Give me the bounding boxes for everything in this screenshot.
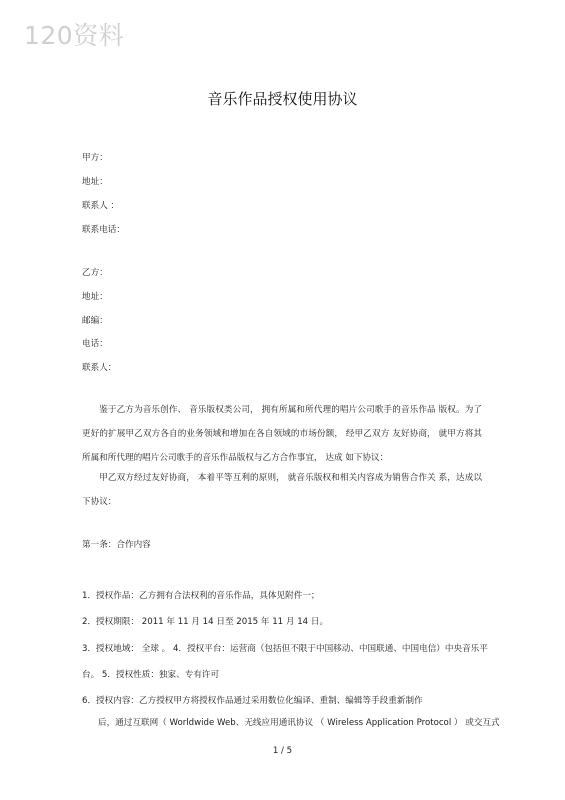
party-b-address: 地址：	[82, 292, 108, 302]
party-b-postcode: 邮编：	[82, 316, 108, 326]
party-b-contact: 联系人：	[82, 363, 117, 373]
clause-6: 6．授权内容：乙方授权甲方将授权作品通过采用数位化编译、重制、编辑等手段重新制作	[82, 696, 423, 706]
document-title: 音乐作品授权使用协议	[207, 90, 358, 108]
clause-2: 2．授权期限： 2011 年 11 月 14 日至 2015 年 11 月 14 日。	[82, 617, 329, 627]
party-b-phone: 电话：	[82, 339, 108, 349]
party-a-contact: 联系人 ：	[82, 201, 120, 211]
clause-4-5: 台。 5．授权性质：独家、专有许可	[82, 670, 220, 680]
party-a-label: 甲方：	[82, 153, 108, 163]
article-1-title: 第一条：合作内容	[82, 540, 151, 550]
party-a-address: 地址：	[82, 177, 108, 187]
clause-1: 1．授权作品：乙方拥有合法权利的音乐作品，具体见附件一；	[82, 591, 320, 601]
preamble-paragraph: 鉴于乙方为音乐创作、 音乐版权类公司， 拥有所属和所代理的唱片公司歌手的音乐作品 版权。为了更好的扩展甲乙双方各自的业务领域和增加在各自领域的市场份额， 经甲乙双方 友好协商， 就甲方将其所属和所代理的唱片公司歌手的音乐作品版权与乙方合作事宜， 达成 如下协议：	[82, 405, 482, 463]
party-a-phone: 联系电话：	[82, 225, 125, 235]
watermark: 120资料	[24, 21, 125, 50]
agreement-paragraph: 甲乙双方经过友好协商， 本着平等互利的原则， 就音乐版权和相关内容成为销售合作关 系，达成以下协议：	[82, 473, 482, 507]
clause-3-4: 3．授权地域： 全球 。 4．授权平台：运营商（包括但不限于中国移动、中国联通、中国电信）中央音乐平	[82, 644, 488, 654]
clause-6-continued: 后，通过互联网（ Worldwide Web、无线应用通讯协议 （ Wireless Application Protocol ） 或交互式	[98, 718, 500, 728]
party-b-label: 乙方：	[82, 268, 108, 278]
page-number: 1 / 5	[272, 746, 293, 756]
